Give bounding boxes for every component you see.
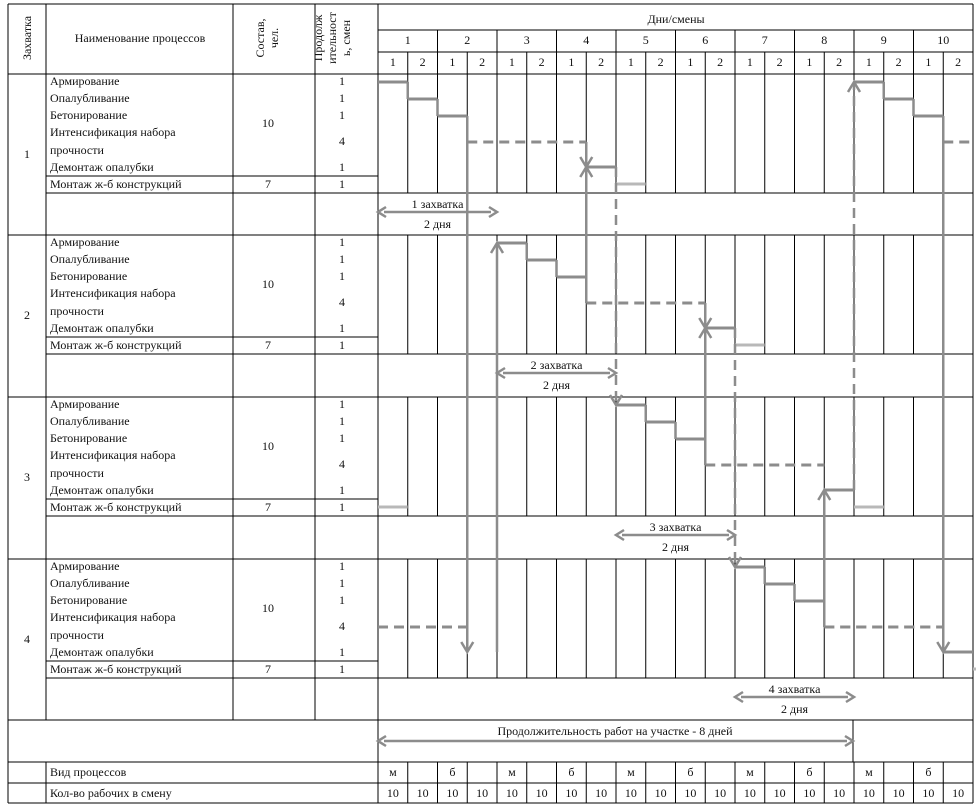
footer-type-label: Вид процессов [50, 765, 127, 779]
footer-workers-value: 10 [505, 786, 518, 800]
day-label: 4 [583, 33, 590, 47]
days-shifts-title: Дни/смены [647, 12, 705, 26]
capture-number: 4 [24, 632, 30, 646]
duration-value: 1 [339, 91, 345, 105]
duration-value: 4 [339, 295, 345, 309]
shift-label: 1 [865, 55, 872, 69]
montage-crew-value: 7 [265, 500, 271, 514]
footer-workers-value: 10 [386, 786, 399, 800]
duration-value: 4 [339, 134, 345, 148]
crew-value: 10 [262, 277, 274, 291]
shift-label: 2 [717, 55, 724, 69]
process-name-montazh: Монтаж ж-б конструкций [50, 500, 182, 514]
process-name-demontazh: Демонтаж опалубки [50, 483, 154, 497]
total-duration-label: Продолжительность работ на участке - 8 дней [497, 724, 733, 738]
shift-label: 1 [568, 55, 575, 69]
footer-workers-value: 10 [624, 786, 637, 800]
footer-type-value: м [865, 765, 873, 779]
duration-value: 1 [339, 431, 345, 445]
duration-value: 1 [339, 559, 345, 573]
footer-workers-value: 10 [803, 786, 816, 800]
footer-workers-value: 10 [892, 786, 905, 800]
footer-workers-value: 10 [595, 786, 608, 800]
process-name-betonirovanie: Бетонирование [50, 431, 128, 445]
process-name-betonirovanie: Бетонирование [50, 269, 128, 283]
capture-number: 1 [24, 147, 30, 161]
capture-number: 2 [24, 308, 30, 322]
process-name-prochnosti: прочности [50, 304, 104, 318]
shift-label: 2 [895, 55, 902, 69]
day-label: 6 [702, 33, 709, 47]
day-label: 2 [464, 33, 471, 47]
process-name-prochnosti: прочности [50, 143, 104, 157]
crew-value: 10 [262, 601, 274, 615]
day-label: 3 [523, 33, 530, 47]
duration-value: 1 [339, 414, 345, 428]
process-name-opalublivanie: Опалубливание [50, 252, 130, 266]
process-name-intensifikaciya: Интенсификация набора [50, 610, 176, 624]
footer-type-value: б [449, 765, 456, 779]
process-name-demontazh: Демонтаж опалубки [50, 645, 154, 659]
crew-value: 10 [262, 116, 274, 130]
day-label: 7 [761, 33, 768, 47]
process-name-intensifikaciya: Интенсификация набора [50, 448, 176, 462]
process-name-montazh: Монтаж ж-б конструкций [50, 338, 182, 352]
footer-workers-value: 10 [862, 786, 875, 800]
capture-range-duration: 2 дня [661, 540, 690, 554]
shift-label: 1 [806, 55, 813, 69]
duration-value: 1 [339, 269, 345, 283]
footer-workers-value: 10 [833, 786, 846, 800]
duration-value: 1 [339, 235, 345, 249]
duration-value: 1 [339, 74, 345, 88]
duration-value: 1 [339, 252, 345, 266]
shift-label: 2 [479, 55, 486, 69]
footer-type-value: м [389, 765, 397, 779]
process-name-armirovanie: Армирование [50, 559, 120, 573]
footer-type-value: б [806, 765, 813, 779]
process-name-prochnosti: прочности [50, 628, 104, 642]
process-name-betonirovanie: Бетонирование [50, 108, 128, 122]
capture-number: 3 [24, 470, 30, 484]
day-label: 9 [880, 33, 887, 47]
process-name-demontazh: Демонтаж опалубки [50, 321, 154, 335]
footer-type-value: м [508, 765, 516, 779]
duration-column-header-line2: ительност [325, 12, 339, 64]
shift-label: 1 [508, 55, 515, 69]
crew-column-header-line2: чел. [267, 27, 281, 49]
shift-label: 1 [746, 55, 753, 69]
footer-workers-value: 10 [654, 786, 667, 800]
duration-value: 1 [339, 662, 345, 676]
duration-value: 1 [339, 177, 345, 191]
duration-value: 4 [339, 457, 345, 471]
day-label: 1 [404, 33, 411, 47]
footer-workers-value: 10 [714, 786, 727, 800]
duration-column-header-line3: ь, смен [339, 19, 353, 57]
footer-type-value: м [627, 765, 635, 779]
process-name-prochnosti: прочности [50, 466, 104, 480]
duration-value: 1 [339, 483, 345, 497]
duration-value: 1 [339, 108, 345, 122]
capture-range-duration: 2 дня [423, 217, 452, 231]
duration-value: 1 [339, 593, 345, 607]
montage-crew-value: 7 [265, 662, 271, 676]
duration-value: 1 [339, 338, 345, 352]
shift-label: 2 [836, 55, 843, 69]
duration-value: 1 [339, 645, 345, 659]
footer-workers-value: 10 [416, 786, 429, 800]
footer-workers-value: 10 [535, 786, 548, 800]
footer-workers-value: 10 [565, 786, 578, 800]
process-name-demontazh: Демонтаж опалубки [50, 160, 154, 174]
footer-workers-value: 10 [773, 786, 786, 800]
footer-workers-value: 10 [743, 786, 756, 800]
shift-label: 1 [389, 55, 396, 69]
crew-value: 10 [262, 439, 274, 453]
duration-value: 4 [339, 619, 345, 633]
process-name-intensifikaciya: Интенсификация набора [50, 286, 176, 300]
day-label: 5 [642, 33, 649, 47]
footer-workers-value: 10 [476, 786, 489, 800]
process-name-armirovanie: Армирование [50, 397, 120, 411]
capture-range-duration: 2 дня [780, 702, 809, 716]
duration-column-header-line1: Продолж [311, 14, 325, 62]
process-name-armirovanie: Армирование [50, 74, 120, 88]
duration-value: 1 [339, 321, 345, 335]
capture-range-label: 1 захватка [411, 197, 464, 211]
process-column-header: Наименование процессов [74, 31, 206, 45]
capture-range-duration: 2 дня [542, 378, 571, 392]
shift-label: 1 [925, 55, 932, 69]
duration-value: 1 [339, 500, 345, 514]
footer-workers-label: Кол-во рабочих в смену [50, 786, 172, 800]
capture-range-label: 3 захватка [649, 520, 702, 534]
shift-label: 2 [776, 55, 783, 69]
montage-crew-value: 7 [265, 177, 271, 191]
shift-label: 2 [657, 55, 664, 69]
process-name-armirovanie: Армирование [50, 235, 120, 249]
process-name-betonirovanie: Бетонирование [50, 593, 128, 607]
footer-type-value: б [687, 765, 694, 779]
footer-workers-value: 10 [952, 786, 965, 800]
footer-workers-value: 10 [684, 786, 697, 800]
shift-label: 2 [955, 55, 962, 69]
footer-type-value: б [568, 765, 575, 779]
capture-range-label: 4 захватка [768, 682, 821, 696]
shift-label: 2 [538, 55, 545, 69]
footer-type-value: м [746, 765, 754, 779]
process-name-montazh: Монтаж ж-б конструкций [50, 177, 182, 191]
shift-label: 2 [419, 55, 426, 69]
shift-label: 1 [687, 55, 694, 69]
shift-label: 1 [627, 55, 634, 69]
process-name-montazh: Монтаж ж-б конструкций [50, 662, 182, 676]
duration-value: 1 [339, 160, 345, 174]
shift-label: 2 [598, 55, 605, 69]
process-name-intensifikaciya: Интенсификация набора [50, 125, 176, 139]
duration-value: 1 [339, 397, 345, 411]
crew-column-header-line1: Состав, [253, 18, 267, 58]
montage-crew-value: 7 [265, 338, 271, 352]
duration-value: 1 [339, 576, 345, 590]
footer-type-value: б [925, 765, 932, 779]
day-label: 8 [821, 33, 828, 47]
process-name-opalublivanie: Опалубливание [50, 576, 130, 590]
process-name-opalublivanie: Опалубливание [50, 91, 130, 105]
process-name-opalublivanie: Опалубливание [50, 414, 130, 428]
footer-workers-value: 10 [446, 786, 459, 800]
capture-column-header: Захватка [20, 15, 34, 61]
capture-range-label: 2 захватка [530, 358, 583, 372]
day-label: 10 [937, 33, 950, 47]
shift-label: 1 [449, 55, 456, 69]
footer-workers-value: 10 [922, 786, 935, 800]
